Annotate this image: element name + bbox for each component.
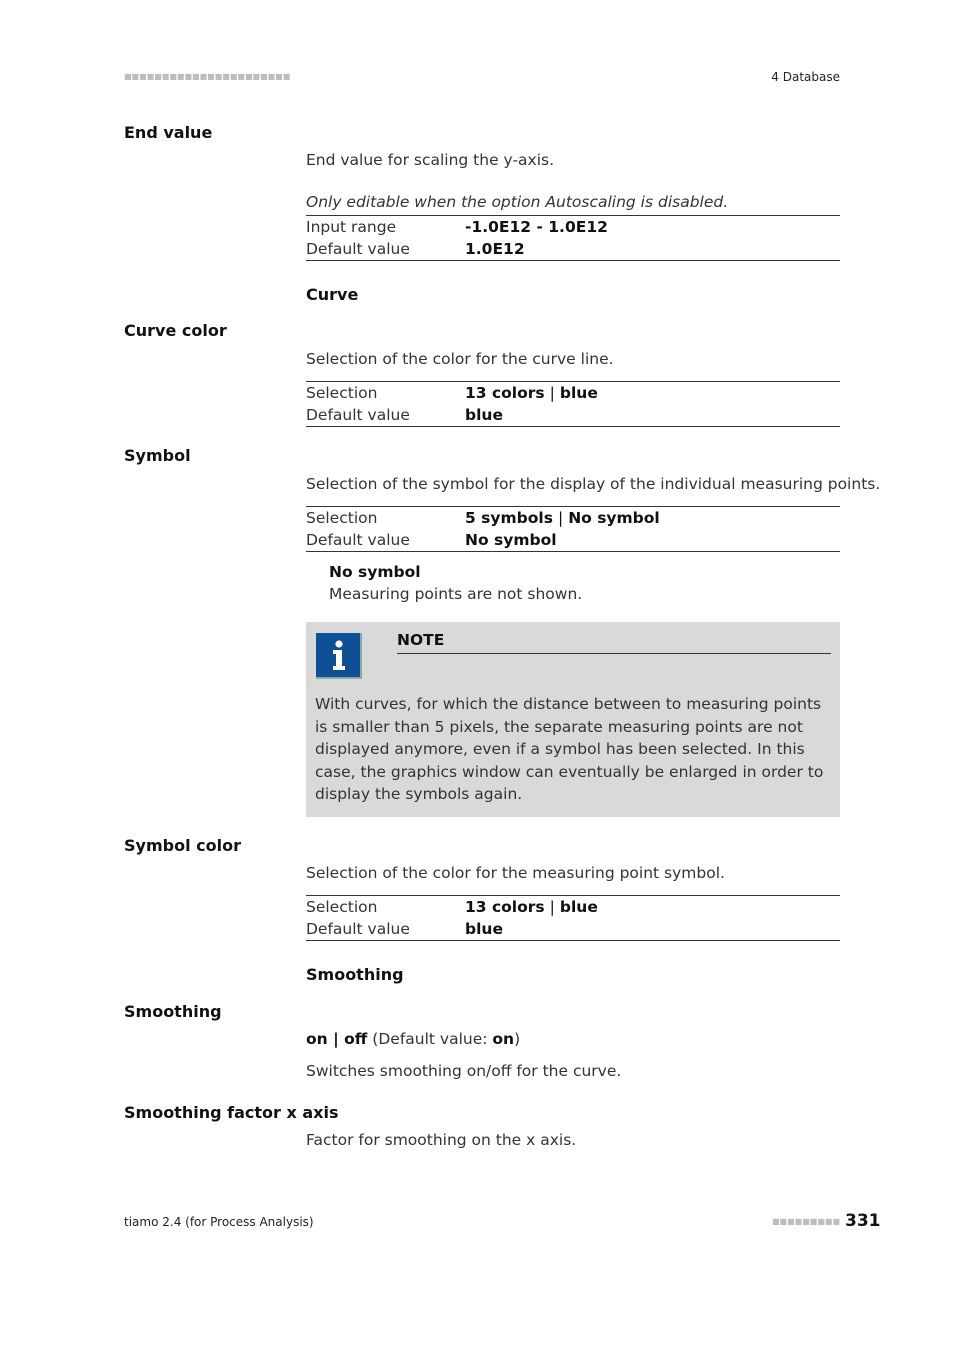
row-key: Input range	[306, 218, 397, 236]
table-end-value	[306, 215, 840, 261]
desc-curve-color: Selection of the color for the curve line.	[306, 350, 614, 368]
row-value: No symbol	[465, 531, 557, 549]
row-key: Default value	[306, 920, 410, 938]
table-symbol	[306, 506, 840, 552]
table-row	[306, 382, 840, 404]
desc-smoothing: Switches smoothing on/off for the curve.	[306, 1062, 622, 1080]
note-title: NOTE	[397, 631, 445, 649]
row-value: 1.0E12	[465, 240, 525, 258]
chapter-title: 4 Database	[771, 70, 840, 84]
options-smoothing: on | off (Default value: on)	[306, 1030, 521, 1048]
row-key: Default value	[306, 240, 410, 258]
term-curve-color: Curve color	[124, 321, 227, 340]
table-row	[306, 404, 840, 426]
subdesc-no-symbol: Measuring points are not shown.	[329, 585, 583, 603]
row-value: blue	[465, 920, 503, 938]
row-value: blue	[465, 406, 503, 424]
subterm-no-symbol: No symbol	[329, 563, 421, 581]
page-number: 331	[845, 1211, 881, 1231]
note-end-value: Only editable when the option Autoscaling is disabled.	[306, 193, 729, 211]
table-row	[306, 507, 840, 529]
table-row	[306, 238, 840, 260]
footer-decoration: ■■■■■■■■■	[772, 1217, 841, 1226]
row-value: 13 colors | blue	[465, 384, 598, 402]
info-icon	[316, 633, 362, 679]
term-smoothing-factor-x: Smoothing factor x axis	[124, 1103, 339, 1122]
note-divider	[397, 653, 831, 654]
section-heading-smoothing: Smoothing	[306, 965, 404, 984]
row-key: Default value	[306, 406, 410, 424]
row-key: Default value	[306, 531, 410, 549]
term-symbol-color: Symbol color	[124, 836, 241, 855]
row-key: Selection	[306, 898, 378, 916]
term-symbol: Symbol	[124, 446, 191, 465]
term-smoothing: Smoothing	[124, 1002, 222, 1021]
header-decoration: ■■■■■■■■■■■■■■■■■■■■■■	[124, 72, 291, 81]
row-value: 5 symbols | No symbol	[465, 509, 660, 527]
table-symbol-color	[306, 895, 840, 941]
table-row	[306, 918, 840, 940]
desc-end-value: End value for scaling the y-axis.	[306, 151, 555, 169]
row-value: 13 colors | blue	[465, 898, 598, 916]
section-heading-curve: Curve	[306, 285, 359, 304]
table-row	[306, 896, 840, 918]
desc-symbol-color: Selection of the color for the measuring point symbol.	[306, 864, 725, 882]
row-value: -1.0E12 - 1.0E12	[465, 218, 608, 236]
table-row	[306, 529, 840, 551]
table-row	[306, 216, 840, 238]
table-curve-color	[306, 381, 840, 427]
note-text: With curves, for which the distance between to measuring points is smaller than 5 pixels, the separate measuring points are not displayed anymore, even if a symbol has been selected. In this case, the graphics window can eventually be enlarged in order to display the symbols again.	[315, 695, 824, 804]
desc-smoothing-factor-x: Factor for smoothing on the x axis.	[306, 1131, 577, 1149]
term-end-value: End value	[124, 123, 213, 142]
row-key: Selection	[306, 509, 378, 527]
desc-symbol: Selection of the symbol for the display of the individual measuring points.	[306, 475, 881, 493]
footer-product: tiamo 2.4 (for Process Analysis)	[124, 1215, 314, 1229]
note-box	[306, 622, 840, 817]
row-key: Selection	[306, 384, 378, 402]
